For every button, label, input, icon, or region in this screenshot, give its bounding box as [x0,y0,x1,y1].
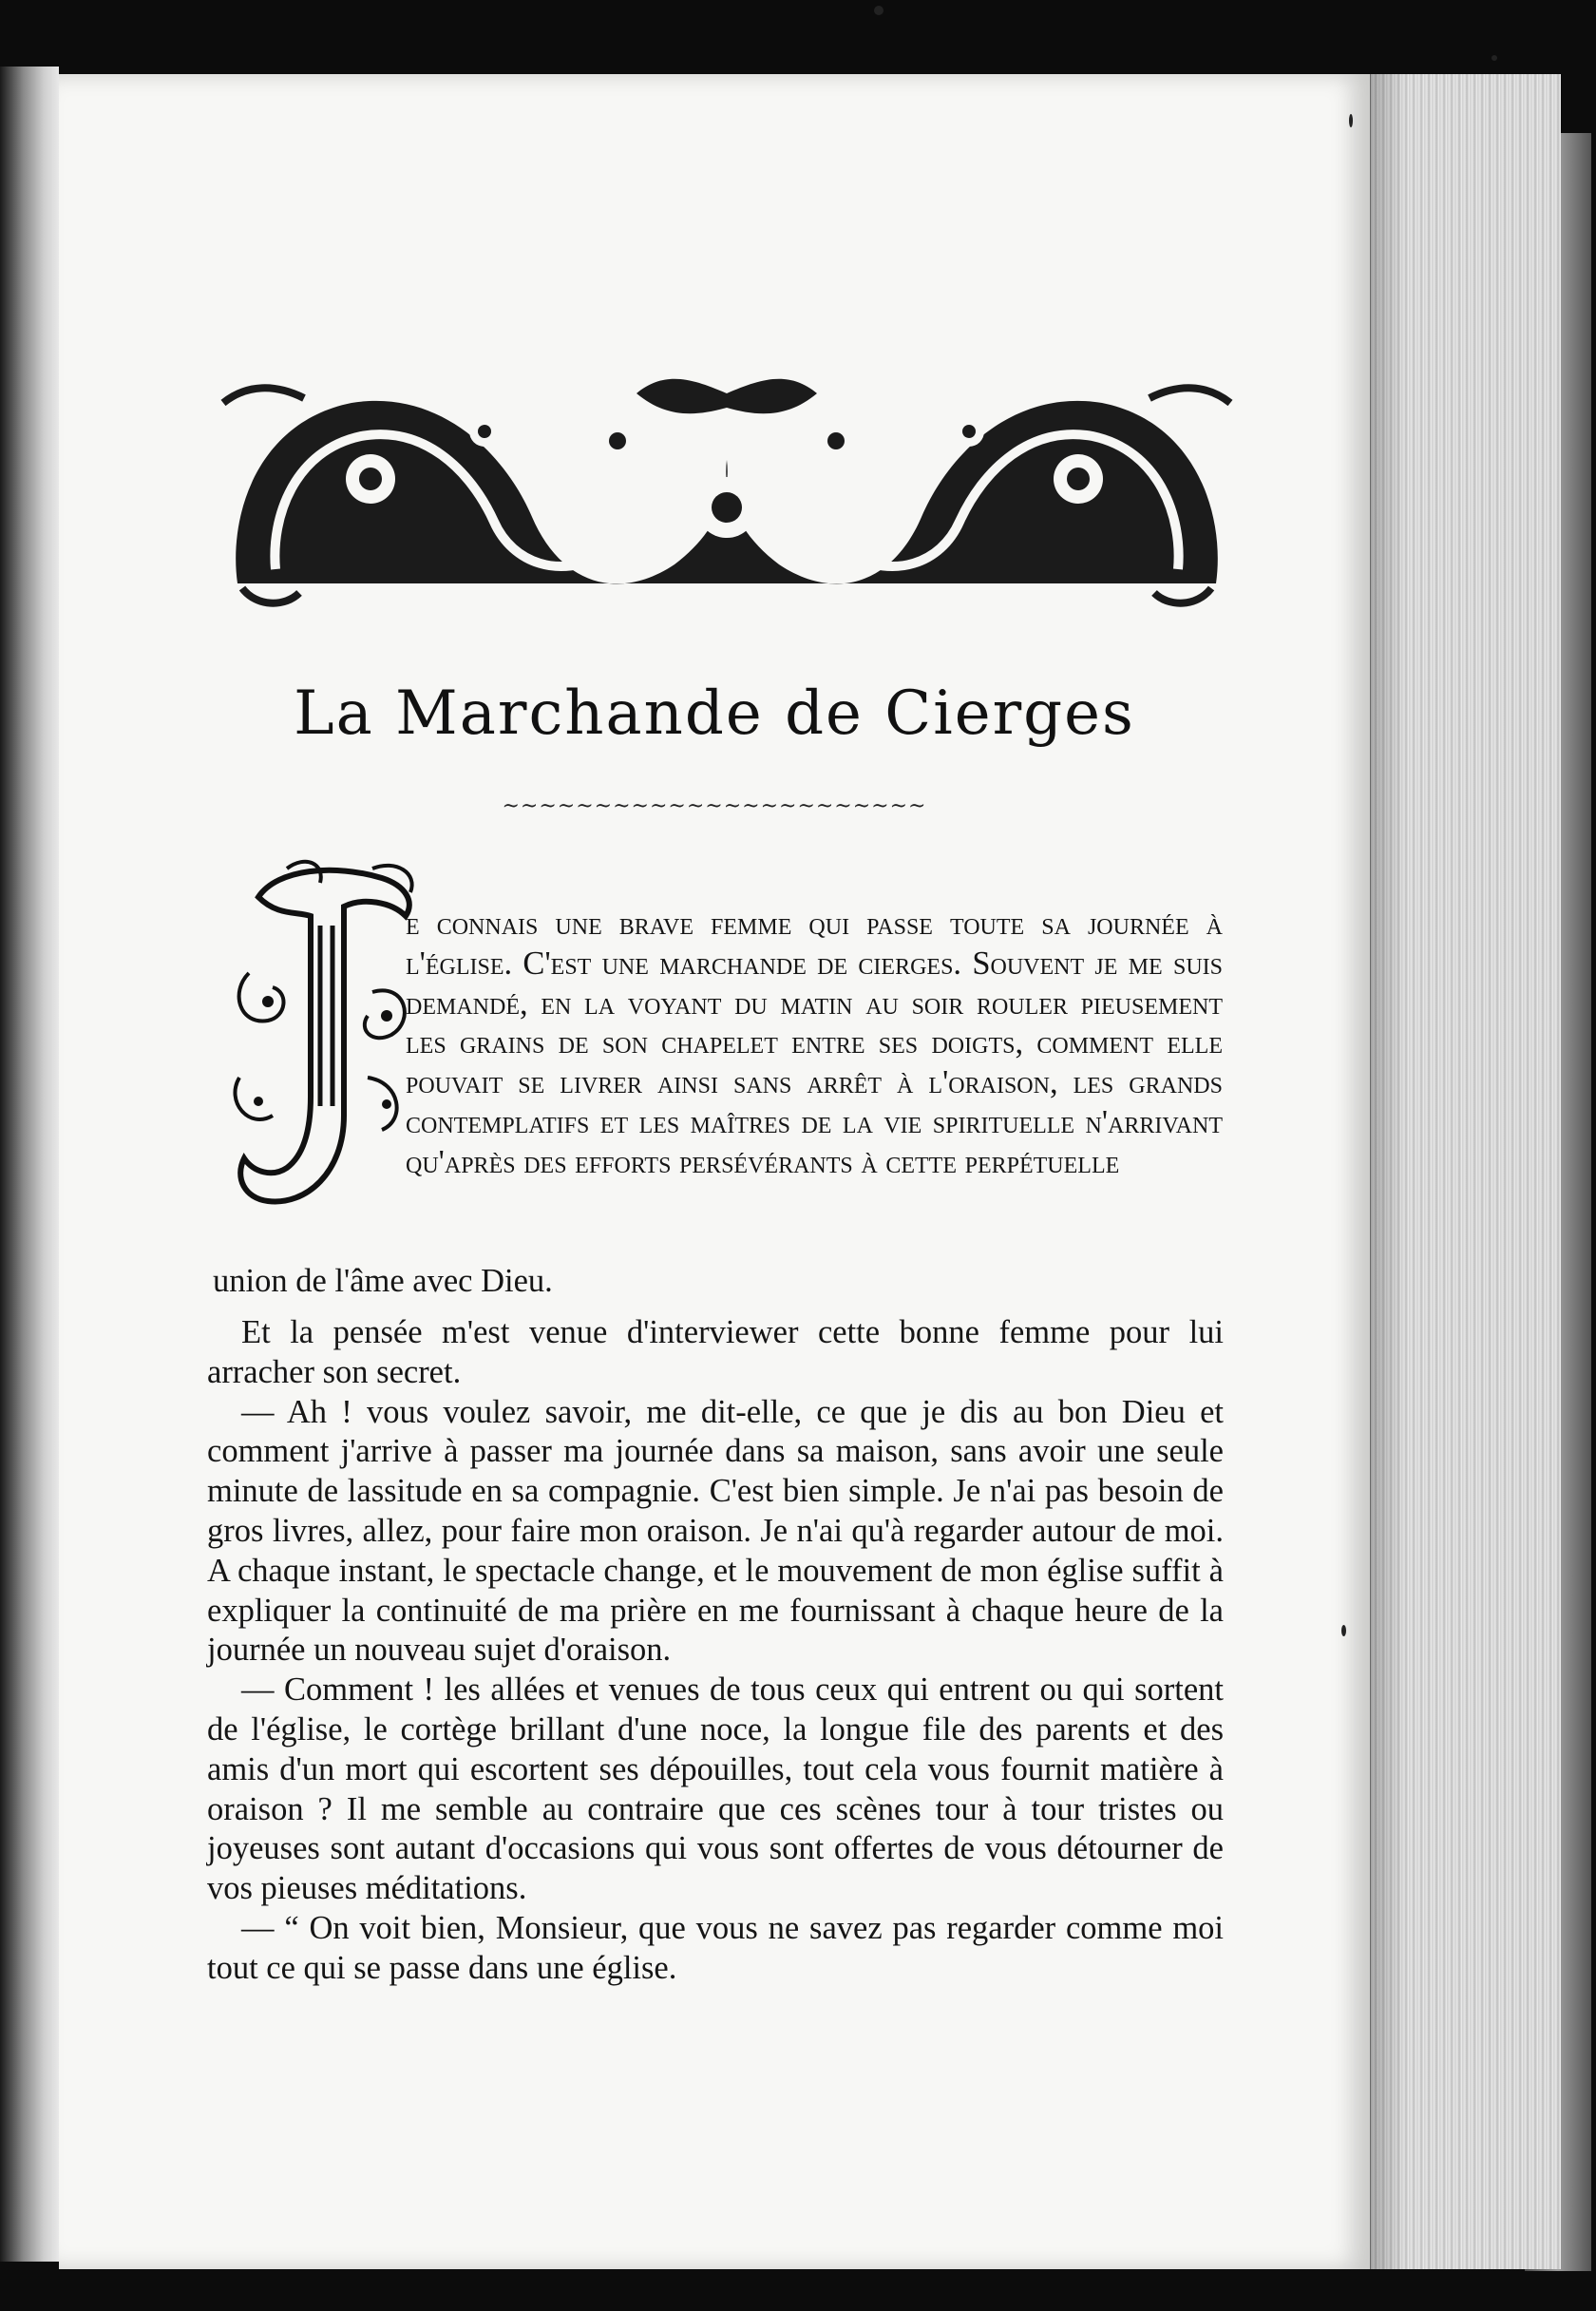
ornamental-dropcap-j [230,859,420,1220]
page-stack-shadow [1368,74,1406,2269]
body-paragraphs [207,1313,1224,1989]
title-ornamental-rule: ~~~~~~~~~~~~~~~~~~~~~~~ [502,794,927,818]
page-title: La Marchande de Cierges [294,678,1135,749]
first-paragraph-text: e connais une brave femme qui passe toute sa journée à l'église. C'est une marchande de cierges. Souvent je me suis demandé, en la voyant du matin au soir rouler pieusement les grains de son chapelet entre ses doigts, comment elle pouvait se livrer ainsi sans arrêt à l'oraison, les grands contemplatifs et les maîtres de la vie spirituelle n'arrivant qu'après des efforts persévérants à cette perpétuelle [406,906,1223,1180]
paragraph-3: — Comment ! les allées et venues de tous ceux qui entrent ou qui sortent de l'église, le cortège brillant d'une noce, la longue file des parents et des amis d'un mort qui escortent ses dépouilles, tout cela vous fournit matière à oraison ? Il me semble au contraire que ces scènes tour à tour tristes ou joyeuses sont autant d'occasions qui vous sont offertes de vous détourner de vos pieuses méditations. [207,1671,1224,1907]
first-paragraph-lead [406,905,1223,1183]
paragraph-4: — “ On voit bien, Monsieur, que vous ne savez pas regarder comme moi tout ce qui se passe dans une église. [207,1909,1224,1986]
paragraph-1: Et la pensée m'est venue d'interviewer cette bonne femme pour lui arracher son secret. [207,1314,1224,1390]
dust-speck [874,6,884,15]
dust-speck [1341,1625,1346,1636]
first-paragraph-tail: union de l'âme avec Dieu. [213,1263,553,1299]
book-left-edge [0,67,59,2262]
book-page [59,74,1370,2269]
floral-headpiece-ornament [218,365,1235,612]
dust-speck [1349,114,1353,127]
paragraph-2: — Ah ! vous voulez savoir, me dit-elle, ce que je dis au bon Dieu et comment j'arrive à passer ma journée dans sa maison, sans avoir une seule minute de lassitude en sa compagnie. C'est bien simple. Je n'ai pas besoin de gros livres, allez, pour faire mon oraison. Je n'ai qu'à regarder autour de moi. A chaque instant, le spectacle change, et le mouvement de mon église suffit à expliquer la continuité de ma prière en me fournissant à chaque heure de la journée un nouveau sujet d'oraison. [207,1393,1224,1669]
dust-speck [1492,55,1497,61]
